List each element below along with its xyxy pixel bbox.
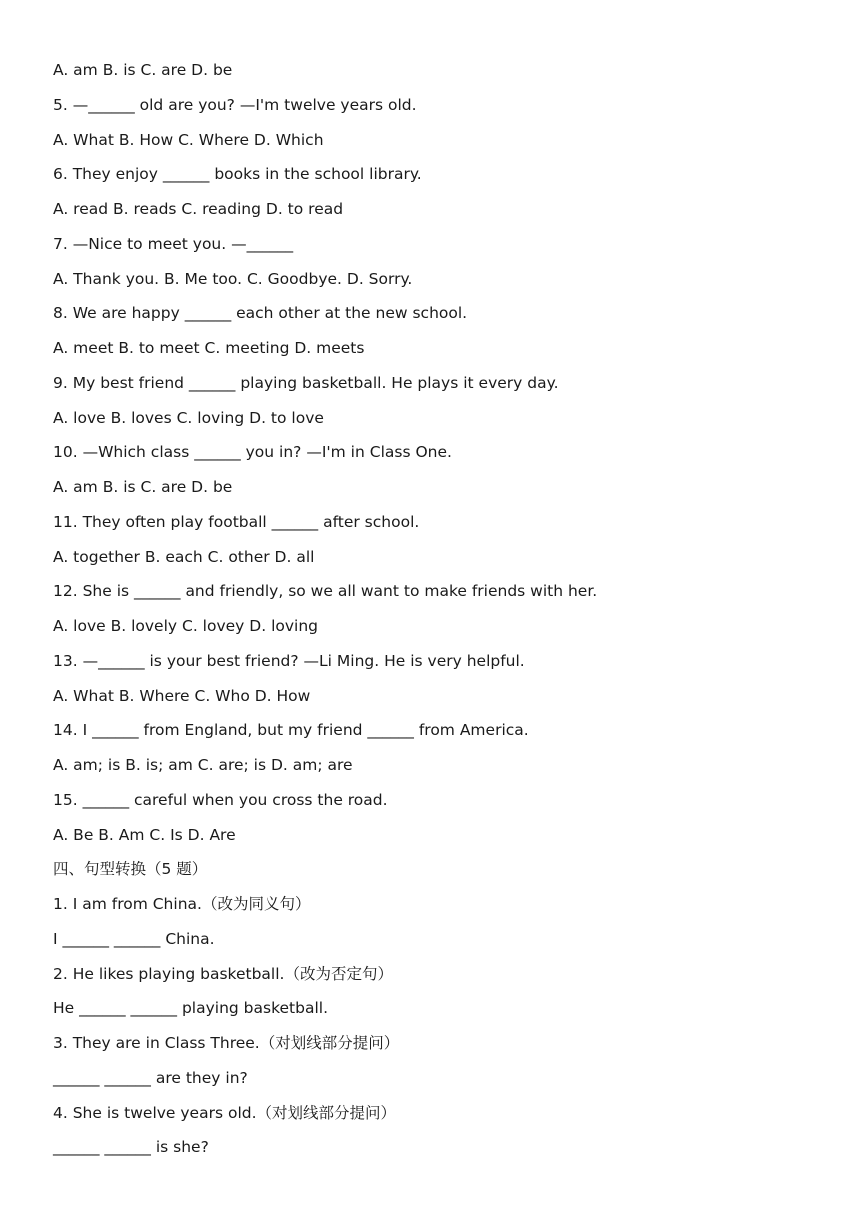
transform-2-answer: He ______ ______ playing basketball.	[53, 999, 329, 1018]
q11-options: A. together B. each C. other D. all	[53, 547, 315, 566]
q14-options: A. am; is B. is; am C. are; is D. am; are	[53, 756, 353, 774]
transform-4-answer: ______ ______ is she?	[53, 1138, 209, 1157]
q7-options: A. Thank you. B. Me too. C. Goodbye. D. Sorry.	[53, 269, 413, 288]
q6-question: 6. They enjoy ______ books in the school library.	[53, 165, 422, 184]
q13-question: 13. —______ is your best friend? —Li Ming. He is very helpful.	[53, 651, 525, 670]
q10-question: 10. —Which class ______ you in? —I'm in Class One.	[53, 443, 452, 462]
transform-2-prompt: 2. He likes playing basketball.（改为否定句）	[53, 964, 393, 983]
q14-question: 14. I ______ from England, but my friend ______ from America.	[53, 721, 529, 740]
transform-3-prompt: 3. They are in Class Three.（对划线部分提问）	[53, 1034, 400, 1052]
transform-1-prompt: 1. I am from China.（改为同义句）	[53, 895, 311, 913]
q11-question: 11. They often play football ______ after school.	[53, 512, 420, 531]
q10-options: A. am B. is C. are D. be	[53, 478, 233, 496]
q13-options: A. What B. Where C. Who D. How	[53, 686, 311, 705]
transform-3-answer: ______ ______ are they in?	[53, 1068, 248, 1087]
q8-question: 8. We are happy ______ each other at the new school.	[53, 304, 468, 323]
q12-options: A. love B. lovely C. lovey D. loving	[53, 617, 318, 635]
q8-options: A. meet B. to meet C. meeting D. meets	[53, 339, 365, 357]
section-heading: 四、句型转换（5 题）	[53, 860, 208, 879]
q12-question: 12. She is ______ and friendly, so we all want to make friends with her.	[53, 582, 598, 601]
q6-options: A. read B. reads C. reading D. to read	[53, 200, 344, 218]
q5-options: A. What B. How C. Where D. Which	[53, 130, 324, 149]
transform-4-prompt: 4. She is twelve years old.（对划线部分提问）	[53, 1103, 397, 1122]
worksheet-page	[53, 55, 833, 1167]
q5-question: 5. —______ old are you? —I'm twelve years old.	[53, 95, 417, 114]
q15-options: A. Be B. Am C. Is D. Are	[53, 825, 236, 844]
q4-options: A. am B. is C. are D. be	[53, 61, 233, 79]
q15-question: 15. ______ careful when you cross the road.	[53, 790, 388, 809]
q9-question: 9. My best friend ______ playing basketball. He plays it every day.	[53, 373, 559, 392]
q9-options: A. love B. loves C. loving D. to love	[53, 408, 324, 427]
q7-question: 7. —Nice to meet you. —______	[53, 234, 294, 253]
transform-1-answer: I ______ ______ China.	[53, 929, 215, 948]
